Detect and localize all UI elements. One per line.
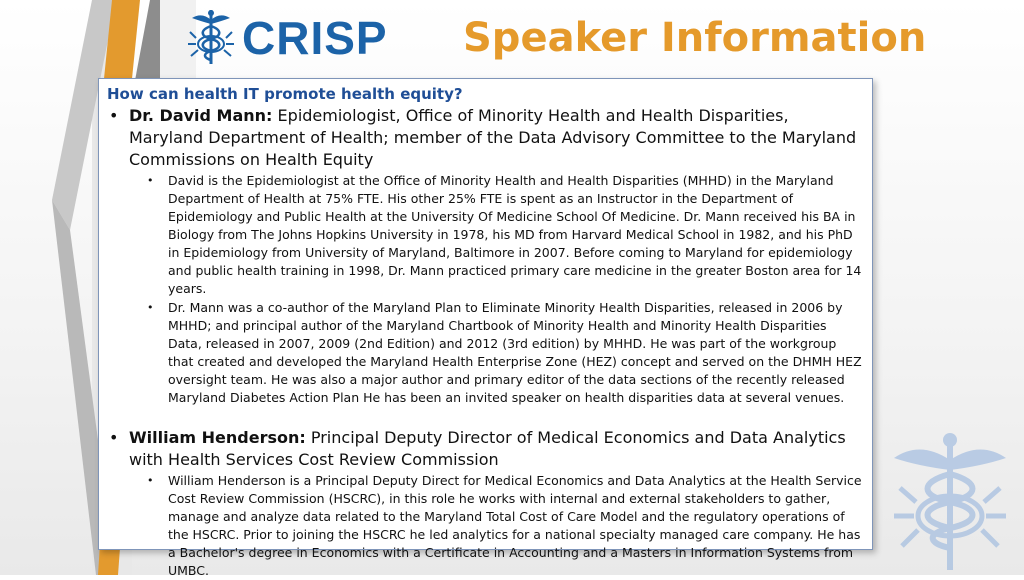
crisp-logo <box>186 6 391 70</box>
bullet: • <box>109 106 119 125</box>
speaker-detail-text: David is the Epidemiologist at the Office of Minority Health and Health Disparities (MHHD) in the Maryland Department of Health at 75% FTE. His other 25% FTE is spent as an Instructor in the Department of Epidemiology and Public Health at the University Of Medicine School Of Medicine. Dr. Mann received his BA in Biology from The Johns Hopkins University in 1978, his MD from Harvard Medical School in 1982, and his PhD in Epidemiology from University of Maryland, Baltimore in 2007. Before coming to Maryland for epidemiology and public health training in 1998, Dr. Mann practiced primary care medicine in the greater Boston area for 14 years. <box>168 173 862 296</box>
session-question: How can health IT promote health equity? <box>107 85 463 103</box>
speaker-detail <box>107 472 864 580</box>
speaker-detail-text: William Henderson is a Principal Deputy Direct for Medical Economics and Data Analytics at the Health Service Cost Review Commission (HSCRC), in this role he works with internal and external stakeholders to gather, manage and analyze data related to the Maryland Total Cost of Care Model and the regulatory operations of the HSCRC. Prior to joining the HSCRC he led analytics for a national specialty managed care company. He has a Bachelor's degree in Economics with a Certificate in Accounting and a Masters in Information Systems from UMBC. <box>168 473 862 578</box>
sub-bullet: • <box>147 174 154 187</box>
speaker-role: Principal Deputy Director of Medical Economics and Data Analytics with Health Services Cost Review Commission <box>129 428 846 469</box>
bullet: • <box>109 428 119 447</box>
sub-bullet: • <box>147 474 154 487</box>
speaker-role: Epidemiologist, Office of Minority Health and Health Disparities, Maryland Department of Health; member of the Data Advisory Committee to the Maryland Commissions on Health Equity <box>129 106 857 169</box>
speaker-info-box <box>98 78 873 578</box>
caduceus-watermark-icon <box>890 430 1010 575</box>
speaker-entry-henderson <box>107 427 864 471</box>
sub-bullet: • <box>147 301 154 314</box>
spacer <box>107 407 864 425</box>
speaker-entry-mann <box>107 105 864 171</box>
speaker-detail <box>107 172 864 298</box>
slide-title: Speaker Information <box>463 15 927 61</box>
caduceus-crab-icon <box>186 8 236 68</box>
speaker-name: Dr. David Mann: <box>129 106 273 125</box>
speaker-detail-text: Dr. Mann was a co-author of the Maryland Plan to Eliminate Minority Health Disparities, released in 2006 by MHHD; and principal author of the Maryland Chartbook of Minority Health and Minority Health Disparities Data, released in 2007, 2009 (2nd Edition) and 2012 (3rd edition) by MHHD. He was part of the workgroup that created and developed the Maryland Health Enterprise Zone (HEZ) concept and served on the DHMH HEZ oversight team. He was also a major author and primary editor of the data sections of the recently released Maryland Diabetes Action Plan He has been an invited speaker on health disparities data at several venues. <box>168 300 862 405</box>
speaker-detail <box>107 299 864 407</box>
speaker-name: William Henderson: <box>129 428 306 447</box>
logo-wordmark: CRISP <box>242 12 388 64</box>
